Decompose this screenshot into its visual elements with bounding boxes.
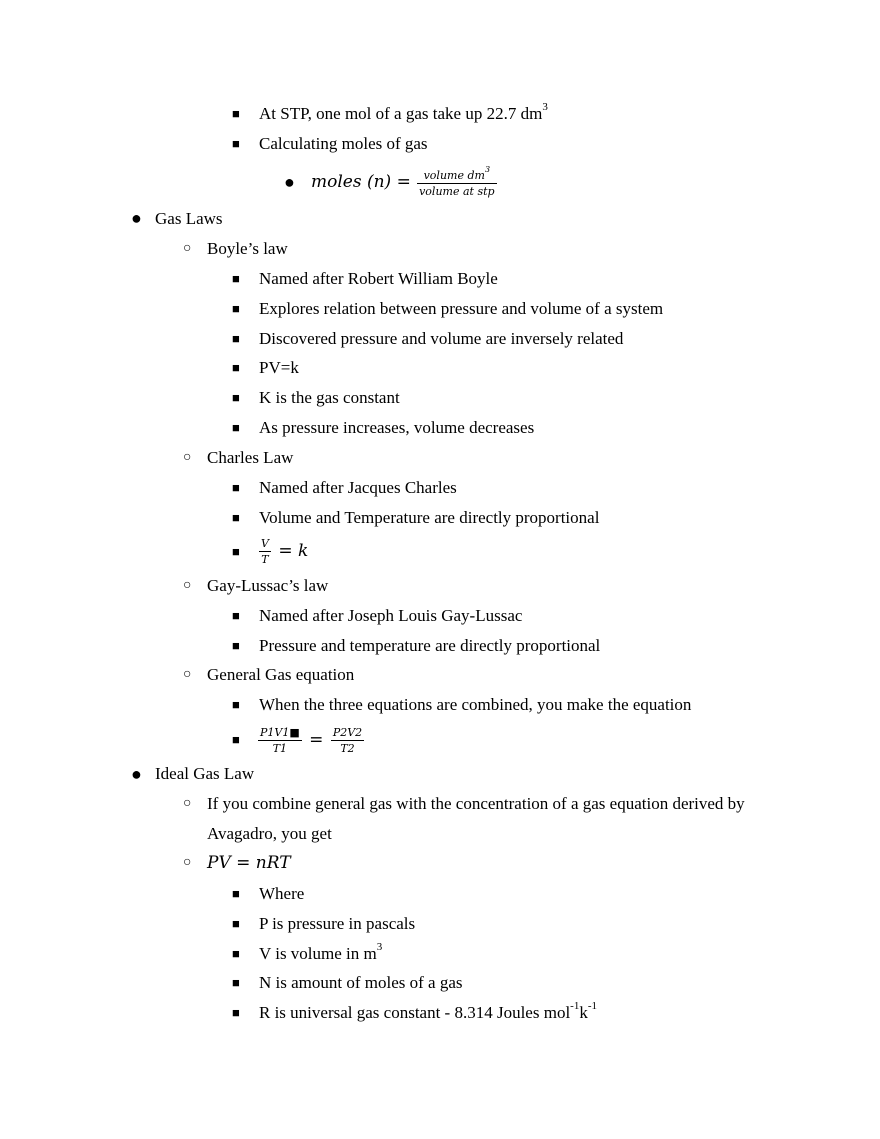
ideal-r-mid: k	[579, 1003, 588, 1022]
gay-lussac-point: Named after Joseph Louis Gay-Lussac	[259, 606, 523, 625]
charles-numerator: V	[261, 537, 269, 550]
moles-formula-lhs: moles (n) =	[311, 172, 411, 192]
ideal-combine-line2: Avagadro, you get	[207, 824, 332, 843]
stp-item	[259, 101, 548, 124]
gas-laws-heading: Gas Laws	[155, 209, 223, 228]
charles-formula	[257, 532, 308, 570]
square-bullet: ■	[232, 420, 240, 435]
charles-fraction	[259, 537, 271, 566]
moles-denominator: volume at stp	[419, 184, 495, 198]
square-bullet: ■	[232, 136, 240, 151]
stp-text: At STP, one mol of a gas take up 22.7 dm	[259, 104, 543, 123]
square-bullet: ■	[232, 886, 240, 901]
charles-point: Named after Jacques Charles	[259, 478, 457, 497]
square-bullet: ■	[232, 331, 240, 346]
square-bullet: ■	[232, 301, 240, 316]
general-equals: =	[309, 730, 324, 750]
stp-sup: 3	[542, 101, 548, 114]
general-numerator-right: P2V2	[332, 726, 363, 739]
circle-bullet: ○	[183, 796, 192, 811]
charles-point: Volume and Temperature are directly proportional	[259, 508, 600, 527]
boyle-title: Boyle’s law	[207, 239, 288, 258]
general-formula	[256, 720, 366, 760]
square-bullet: ■	[232, 510, 240, 525]
gay-lussac-title: Gay-Lussac’s law	[207, 576, 329, 595]
boyle-point: Named after Robert William Boyle	[259, 269, 498, 288]
general-fraction-right	[331, 726, 364, 755]
moles-numerator: volume dm	[423, 168, 485, 182]
charles-rhs: = k	[278, 541, 309, 561]
square-bullet: ■	[232, 544, 240, 559]
square-bullet: ■	[232, 946, 240, 961]
general-fraction-left	[258, 726, 302, 755]
moles-formula	[311, 162, 499, 202]
charles-title: Charles Law	[207, 448, 294, 467]
ideal-r	[259, 1000, 598, 1023]
square-bullet: ■	[232, 916, 240, 931]
square-bullet: ■	[232, 697, 240, 712]
general-point: When the three equations are combined, you make the equation	[259, 695, 692, 714]
square-bullet: ■	[232, 975, 240, 990]
square-bullet: ■	[232, 271, 240, 286]
circle-bullet: ○	[183, 241, 192, 256]
general-numerator-left: P1V1■	[260, 726, 300, 739]
ideal-where: Where	[259, 884, 305, 903]
circle-bullet: ○	[183, 667, 192, 682]
square-bullet: ■	[232, 608, 240, 623]
ideal-v-sup: 3	[376, 941, 383, 954]
circle-bullet: ○	[183, 450, 192, 465]
dot-bullet: ●	[131, 208, 142, 228]
square-bullet: ■	[232, 1005, 240, 1020]
ideal-r-text: R is universal gas constant - 8.314 Joules mol	[259, 1003, 571, 1022]
moles-numerator-sup: 3	[484, 164, 491, 174]
boyle-point: K is the gas constant	[259, 388, 400, 407]
ideal-v	[259, 941, 383, 964]
square-bullet: ■	[232, 360, 240, 375]
square-bullet: ■	[232, 732, 240, 747]
gay-lussac-point: Pressure and temperature are directly proportional	[259, 636, 601, 655]
calc-moles-item: Calculating moles of gas	[259, 134, 428, 153]
ideal-title: Ideal Gas Law	[155, 764, 255, 783]
ideal-r-sup2: -1	[587, 1000, 598, 1013]
ideal-v-text: V is volume in m	[259, 944, 377, 963]
general-title: General Gas equation	[207, 665, 355, 684]
general-denominator-left: T1	[272, 742, 288, 755]
dot-bullet: ●	[284, 172, 295, 192]
ideal-equation: PV = nRT	[207, 853, 291, 873]
boyle-point: As pressure increases, volume decreases	[259, 418, 535, 437]
dot-bullet: ●	[131, 764, 142, 784]
ideal-r-sup1: -1	[570, 1000, 580, 1013]
ideal-combine-line1: If you combine general gas with the concentration of a gas equation derived by	[207, 794, 745, 813]
moles-fraction	[417, 164, 496, 198]
square-bullet: ■	[232, 106, 240, 121]
ideal-p: P is pressure in pascals	[259, 914, 416, 933]
charles-denominator: T	[261, 553, 269, 566]
circle-bullet: ○	[183, 578, 192, 593]
general-denominator-right: T2	[340, 742, 355, 755]
circle-bullet: ○	[183, 855, 192, 870]
boyle-point: Discovered pressure and volume are inversely related	[259, 329, 624, 348]
boyle-point: Explores relation between pressure and volume of a system	[259, 299, 664, 318]
square-bullet: ■	[232, 480, 240, 495]
boyle-point: PV=k	[259, 358, 299, 377]
square-bullet: ■	[232, 638, 240, 653]
ideal-n: N is amount of moles of a gas	[259, 973, 463, 992]
square-bullet: ■	[232, 390, 240, 405]
